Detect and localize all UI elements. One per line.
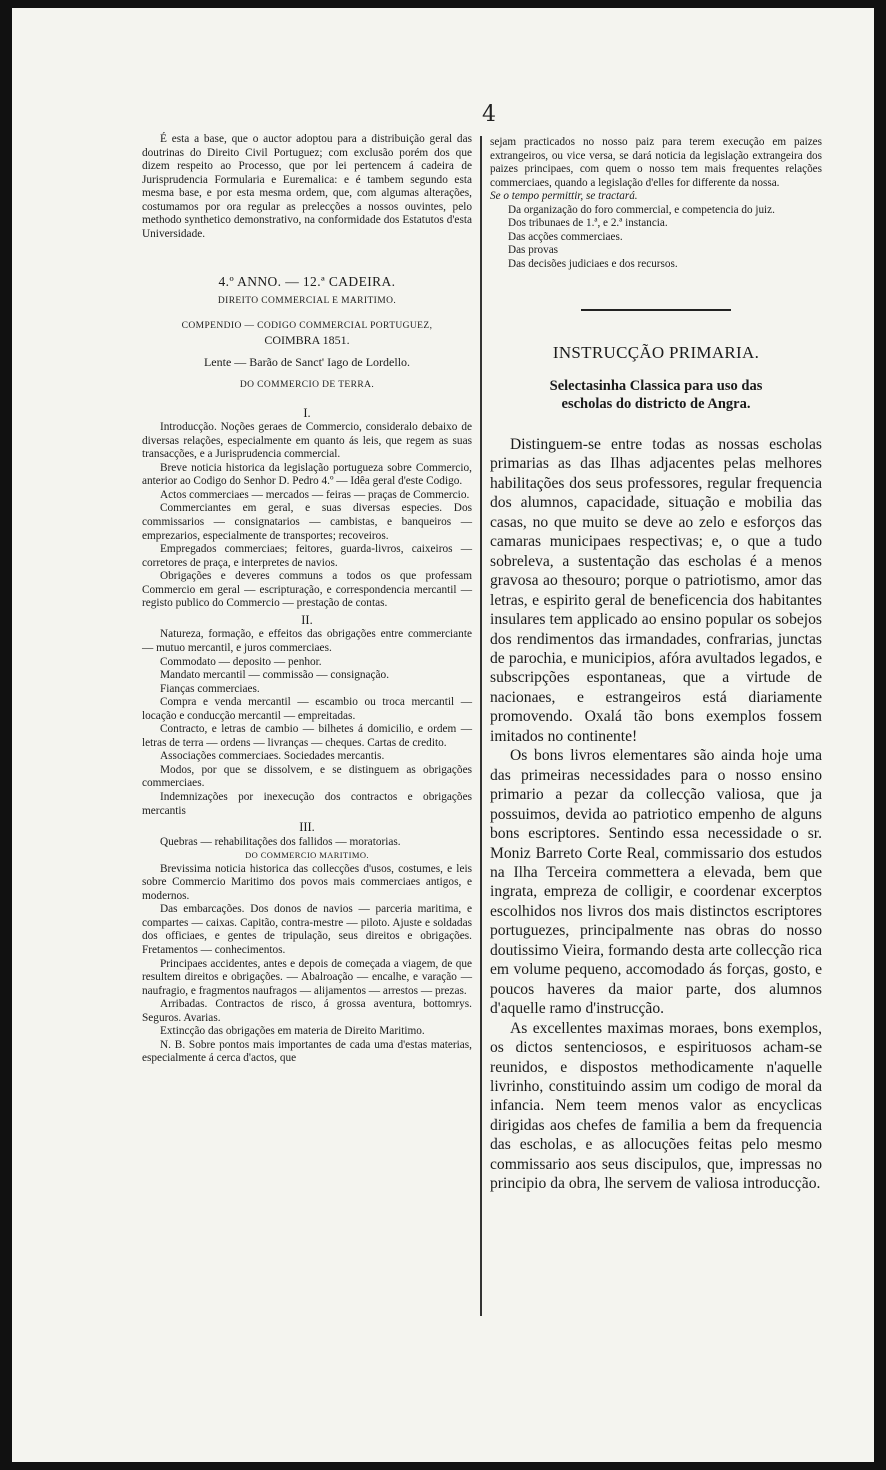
list-item: Commodato — deposito — penhor. [160,655,322,668]
list-item: Mandato mercantil — commissão — consignação. [160,669,390,682]
list-item: Brevissima noticia historica das collecções d'usos, costumes, e leis sobre Commercio Maritimo dos povos mais commerciaes antigos, e modernos. [142,862,472,902]
page-number: 4 [482,102,496,127]
left-column [142,133,472,1066]
list-item: Obrigações e deveres communs a todos os que professam Commercio em geral — escripturação, e correspondencia mercantil — registo publico do Commercio — prestação de contas. [142,570,472,610]
list-item: Contracto, e letras de cambio — bilhetes á domicilio, e ordem — letras de terra — ordens — livranças — cheques. Cartas de credito. [142,723,472,749]
list-item: Das embarcações. Dos donos de navios — parceria maritima, e compartes — caixas. Capitão, contra-mestre — piloto. Ajuste e soldadas dos officiaes, e gentes de tripulação, seus direitos e obrigações. Fretamentos — conhecimentos. [142,903,472,956]
body-paragraph: Distinguem-se entre todas as nossas escholas primarias as das Ilhas adjacentes pelas melhores habilitações dos seus professores, regular frequencia dos alumnos, capacidade, situação e mobilia das casas, no que muito se deve ao zelo e esforços das camaras municipaes respectivas; e, o que a tudo sobreleva, a sustentação das escholas é a menos gravosa ao thesouro; porque o patriotismo, amor das letras, e espirito geral de beneficencia dos habitantes insulares tem applicado ao ensino popular os sobejos dos rendimentos das irmandades, confrarias, junctas de parochia, e municipios, afóra avultados legados, e subscripções espontaneas, que a virtude de nacionaes, e estrangeiros está diariamente promovendo. Oxalá tão bons exemplos fossem imitados no continente! [490,436,822,745]
list-item: Introducção. Noções geraes de Commercio, consideralo debaixo de diversas relações, especialmente em quanto ás leis, que regem as suas transacções, e a Jurisprudencia commercial. [142,421,472,461]
list-item: Indemnizações por inexecução dos contractos e obrigações mercantis [142,790,472,817]
article-body [490,435,822,1194]
list-item: Das decisões judiciaes e dos recursos. [508,257,678,270]
right-column [490,136,822,1194]
section-number-1: I. [303,405,311,420]
section-commercio-maritimo: DO COMMERCIO MARITIMO. [245,850,369,861]
list-item: Fianças commerciaes. [160,682,260,695]
list-item: Extincção das obrigações em materia de Direito Maritimo. [160,1025,425,1038]
right-small-text [490,136,822,271]
intro-paragraph: É esta a base, que o auctor adoptou para a distribuição geral das doutrinas do Direito Civil Portuguez; com exclusão porém dos que dizem respeito ao Processo, que por lei pertencem á cadeira de Jurisprudencia Formularia e Euremalica: e é tambem segundo esta mesma base, e por esta mesma ordem, que, com algumas alterações, costumamos por ora regular as prelecções a nossos ouvintes, pelo methodo synthetico demonstrativo, na conformidade dos Estatutos d'esta Universidade. [142,133,472,240]
list-item: Associações commerciaes. Sociedades mercantis. [160,750,385,763]
section-number-3: III. [299,820,315,835]
body-paragraph: As excellentes maximas moraes, bons exemplos, os dictos sentenciosos, e espirituosos acham-se reunidos, e dispostos methodicamente n'aquelle livrinho, constituindo assim um codigo de moral da infancia. Nem teem menos valor as encyclicas dirigidas aos chefes de familia a bem da frequencia das escholas, e as allocuções feitas pelo mesmo commissario aos seus discipulos, que, impressas no principio da obra, lhe servem de valiosa introducção. [490,1019,822,1193]
year-heading: 4.º ANNO. — 12.ª CADEIRA. [218,274,396,290]
article-title: INSTRUCÇÃO PRIMARIA. [552,343,760,362]
subject-heading: DIREITO COMMERCIAL E MARITIMO. [217,295,397,306]
list-item: Principaes accidentes, antes e depois de começada a viagem, de que resultem direitos e obrigações. — Abalroação — encalhe, e varação — naufragio, e fragmentos naufragos — alijamentos — arrestos — prezas. [142,957,472,997]
section-divider [581,309,731,311]
list-item: Das provas [508,244,559,256]
subtitle-line-1: Selectasinha Classica para uso das [549,378,763,394]
lente-line: Lente — Barão de Sanct' Iago de Lordello. [203,354,411,369]
column-rule [480,136,482,1316]
subtitle-line-2: escholas do districto de Angra. [561,396,751,412]
list-item: Arribadas. Contractos de risco, á grossa aventura, bottomrys. Seguros. Avarias. [142,998,472,1024]
list-item: Dos tribunaes de 1.ª, e 2.ª instancia. [508,217,668,229]
body-paragraph: Os bons livros elementares são ainda hoje uma das primeiras necessidades para o nosso ensino primario a pezar da collecção valiosa, que ja possuimos, devida ao patriotico empenho de alguns bons escriptores. Sentindo essa necessidade o sr. Moniz Barreto Corte Real, commissario dos estudos na Ilha Terceira commettera a elevada, bem que ingrata, empreza de colligir, e coordenar excerptos escolhidos nos livros dos mais distinctos escriptores portuguezes, principalmente nas obras do nosso doutissimo Vieira, formando desta arte collecção rica em volume pequeno, accomodado ás forças, gosto, e poucos haveres da maior parte, dos alumnos d'aquelle ramo d'instrucção. [490,747,822,1018]
compendio-line: COMPENDIO — CODIGO COMMERCIAL PORTUGUEZ, [181,321,433,332]
article-subtitle [490,377,822,413]
list-item: Compra e venda mercantil — escambio ou troca mercantil — locação e conducção mercantil — empreitadas. [142,696,472,722]
list-item: Empregados commerciaes; feitores, guarda-livros, caixeiros — corretores de praça, e interpretes de navios. [142,543,472,569]
list-item: Actos commerciaes — mercados — feiras — praças de Commercio. [160,488,470,501]
section-commercio-terra: DO COMMERCIO DE TERRA. [239,380,375,391]
scanned-page [12,8,874,1462]
nota-bene: N. B. Sobre pontos mais importantes de cada uma d'estas materias, especialmente á cerca d'actos, que [142,1038,472,1065]
organizacao-paragraph: Da organização do foro commercial, e competencia do juiz. [508,203,775,216]
list-item: Commerciantes em geral, e suas diversas especies. Dos commissarios — consignatarios — cambistas, e banqueiros — emprezarios, especialmente de transportes; recoveiros. [142,502,472,542]
motto-line: Se o tempo permittir, se tractará. [490,190,638,202]
section-number-2: II. [301,612,313,627]
list-item: Modos, por que se dissolvem, e se distinguem as obrigações commerciaes. [142,763,472,790]
list-item: Breve noticia historica da legislação portugueza sobre Commercio, anterior ao Codigo do Senhor D. Pedro 4.º — Idêa geral d'este Codigo. [142,461,472,488]
list-item: Das acções commerciaes. [508,230,623,243]
compendio-place: COIMBRA 1851. [264,333,350,348]
list-item: Natureza, formação, e effeitos das obrigações entre commerciante — mutuo mercantil, e juros commerciaes. [142,628,472,654]
continuation-paragraph: sejam practicados no nosso paiz para terem execução em paizes extrangeiros, ou vice versa, se dará noticia da legislação extrangeira dos paizes principaes, com quem o nosso tem mais frequentes relações commerciaes, quando a legislação d'elles for differente da nossa. [490,136,822,189]
list-item: Quebras — rehabilitações dos fallidos — moratorias. [160,835,401,848]
